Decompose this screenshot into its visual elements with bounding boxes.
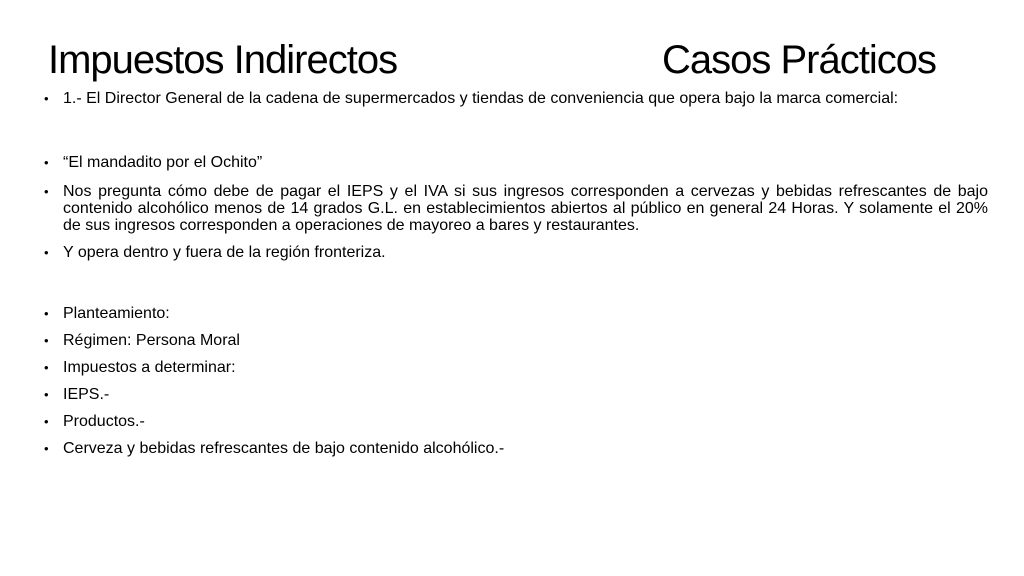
bullet-icon: • <box>44 306 49 321</box>
bullet-text: Cerveza y bebidas refrescantes de bajo contenido alcohólico.- <box>63 440 505 457</box>
bullet-icon: • <box>44 441 49 456</box>
list-item <box>44 154 988 171</box>
bullet-text: IEPS.- <box>63 386 110 403</box>
bullet-text: Impuestos a determinar: <box>63 359 236 376</box>
bullet-icon: • <box>44 387 49 402</box>
bullet-icon: • <box>44 333 49 348</box>
bullet-text: “El mandadito por el Ochito” <box>63 154 263 171</box>
bullet-icon: • <box>44 155 49 170</box>
bullet-icon: • <box>44 414 49 429</box>
bullet-list <box>44 90 988 457</box>
bullet-text: 1.- El Director General de la cadena de supermercados y tiendas de conveniencia que opera bajo la marca comercial: <box>63 90 899 107</box>
bullet-icon: • <box>44 360 49 375</box>
bullet-icon: • <box>44 184 49 199</box>
bullet-text: Y opera dentro y fuera de la región fronteriza. <box>63 244 386 261</box>
title-left: Impuestos Indirectos <box>48 38 398 82</box>
list-item <box>44 332 988 349</box>
bullet-icon: • <box>44 91 49 106</box>
bullet-text: Régimen: Persona Moral <box>63 332 240 349</box>
list-item <box>44 305 988 322</box>
list-item <box>44 90 988 107</box>
title-right: Casos Prácticos <box>662 38 936 82</box>
list-item <box>44 244 988 261</box>
list-item <box>44 359 988 376</box>
list-item <box>44 413 988 430</box>
bullet-text: Planteamiento: <box>63 305 170 322</box>
bullet-icon: • <box>44 245 49 260</box>
list-item <box>44 183 988 234</box>
slide-title <box>48 34 988 88</box>
bullet-text: Nos pregunta cómo debe de pagar el IEPS y el IVA si sus ingresos corresponden a cervezas y bebidas refrescantes de bajo contenido alcohólico menos de 14 grados G.L. en establecimientos abiertos al público en general 24 Horas. Y solamente el 20% de sus ingresos corresponden a operaciones de mayoreo a bares y restaurantes. <box>63 183 988 234</box>
bullet-text: Productos.- <box>63 413 145 430</box>
list-item <box>44 440 988 457</box>
list-item <box>44 386 988 403</box>
